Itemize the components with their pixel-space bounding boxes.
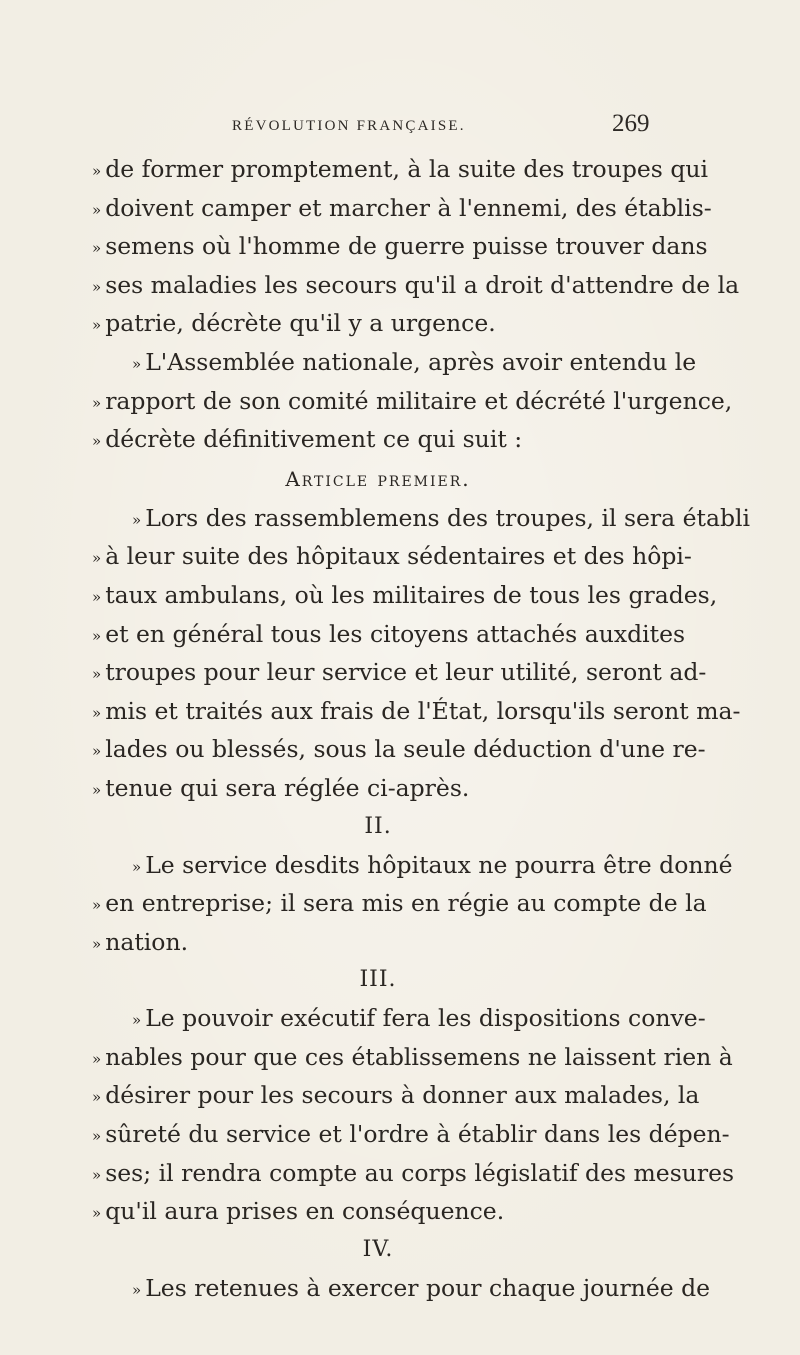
running-head-title: RÉVOLUTION FRANÇAISE.	[232, 118, 466, 134]
text-line: » décrète définitivement ce qui suit :	[92, 425, 523, 454]
article-heading: Article premier.	[285, 466, 471, 491]
article-number: II.	[364, 813, 392, 839]
quote-mark: »	[92, 1165, 102, 1184]
text-line: » Le pouvoir exécutif fera les dispositions conve-	[132, 1004, 706, 1033]
quote-mark: »	[92, 587, 102, 606]
quote-mark: »	[92, 200, 102, 219]
quote-mark: »	[132, 354, 142, 373]
text-line: » sûreté du service et l'ordre à établir dans les dépen-	[92, 1120, 730, 1149]
quote-mark: »	[92, 1127, 102, 1146]
text-line: » mis et traités aux frais de l'État, lorsqu'ils seront ma-	[92, 696, 741, 725]
quote-mark: »	[92, 393, 102, 412]
running-head	[0, 110, 800, 146]
text-line: » ses maladies les secours qu'il a droit d'attendre de la	[92, 270, 740, 299]
quote-mark: »	[92, 934, 102, 953]
text-line: » Les retenues à exercer pour chaque journée de	[132, 1273, 711, 1302]
text-line: » en entreprise; il sera mis en régie au compte de la	[92, 889, 707, 918]
quote-mark: »	[92, 1088, 102, 1107]
text-line: » de former promptement, à la suite des troupes qui	[92, 155, 709, 183]
text-line: » patrie, décrète qu'il y a urgence.	[92, 309, 496, 338]
quote-mark: »	[132, 857, 142, 876]
quote-mark: »	[132, 510, 142, 529]
quote-mark: »	[92, 1049, 102, 1068]
quote-mark: »	[92, 316, 102, 335]
text-line: » L'Assemblée nationale, après avoir entendu le	[132, 347, 697, 376]
text-line: » nation.	[92, 927, 189, 956]
quote-mark: »	[92, 432, 102, 451]
text-line: » doivent camper et marcher à l'ennemi, des établis-	[92, 193, 712, 222]
quote-mark: »	[132, 1011, 142, 1030]
text-line: » qu'il aura prises en conséquence.	[92, 1197, 505, 1226]
text-line: » taux ambulans, où les militaires de tous les grades,	[92, 580, 718, 609]
quote-mark: »	[92, 549, 102, 568]
text-line: » à leur suite des hôpitaux sédentaires et des hôpi-	[92, 542, 692, 571]
text-line: » lades ou blessés, sous la seule déduction d'une re-	[92, 735, 706, 764]
quote-mark: »	[92, 665, 102, 684]
article-number: III.	[359, 967, 397, 993]
text-line: » rapport de son comité militaire et décrété l'urgence,	[92, 386, 733, 415]
quote-mark: »	[92, 742, 102, 761]
text-line: » et en général tous les citoyens attachés auxdites	[92, 619, 686, 648]
quote-mark: »	[92, 896, 102, 915]
text-line: » Lors des rassemblemens des troupes, il sera établi	[132, 503, 751, 532]
quote-mark: »	[92, 703, 102, 722]
quote-mark: »	[92, 780, 102, 799]
text-line: » semens où l'homme de guerre puisse trouver dans	[92, 232, 708, 261]
quote-mark: »	[92, 626, 102, 645]
page-number: 269	[612, 110, 650, 137]
text-line: » nables pour que ces établissemens ne laissent rien à	[92, 1042, 733, 1071]
text-line: » ses; il rendra compte au corps législatif des mesures	[92, 1158, 735, 1187]
quote-mark: »	[92, 277, 102, 296]
text-line: » tenue qui sera réglée ci-après.	[92, 773, 470, 802]
quote-mark: »	[92, 239, 102, 258]
quote-mark: »	[132, 1280, 142, 1299]
article-number: IV.	[362, 1236, 394, 1262]
quote-mark: »	[92, 1204, 102, 1223]
text-line: » désirer pour les secours à donner aux malades, la	[92, 1081, 700, 1110]
body-text	[92, 150, 751, 1307]
quote-mark: »	[92, 162, 102, 180]
text-line: » Le service desdits hôpitaux ne pourra être donné	[132, 850, 733, 879]
text-line: » troupes pour leur service et leur utilité, seront ad-	[92, 658, 707, 687]
